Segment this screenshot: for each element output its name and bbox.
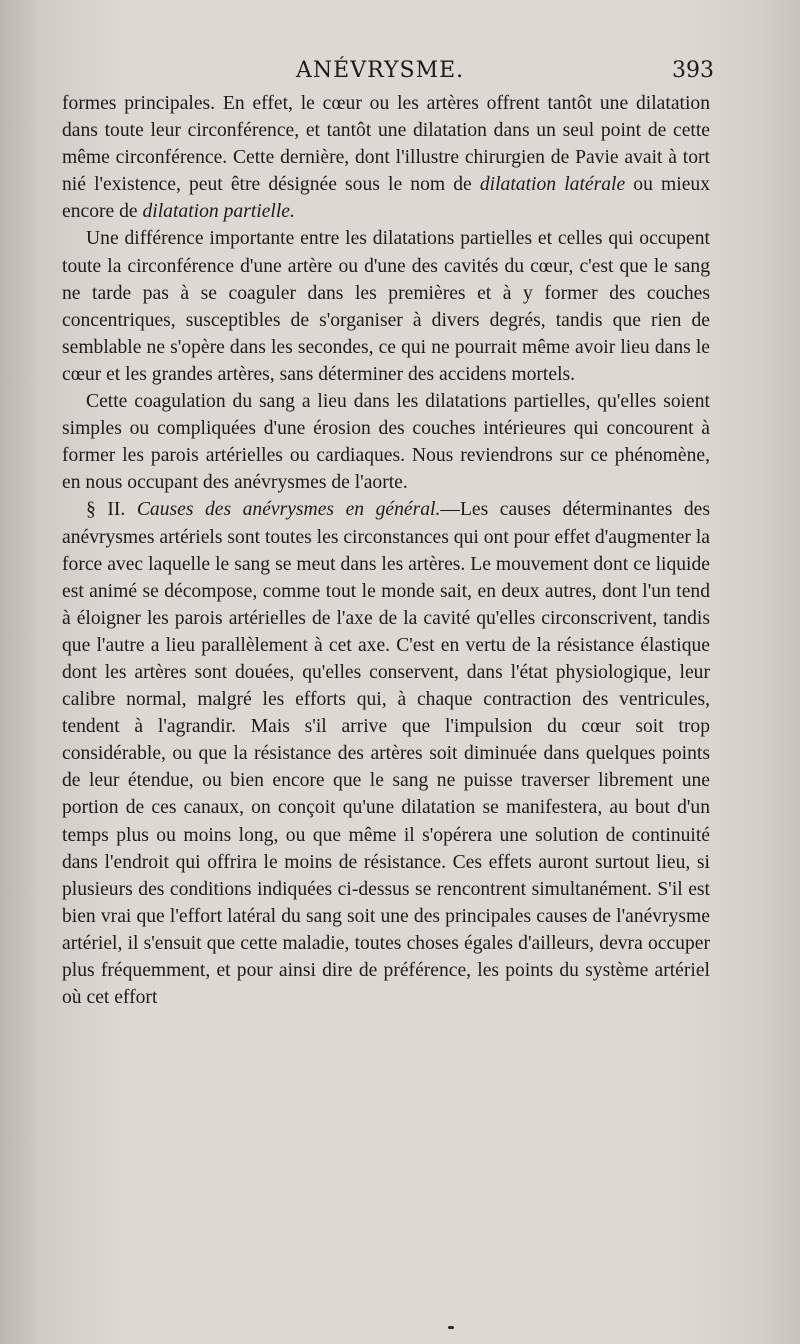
term-dilatation-partielle: dilatation partielle. (142, 201, 295, 223)
running-title: ANÉVRYSME. (296, 58, 465, 83)
text-segment: ou mieux encore de (62, 174, 710, 223)
body-text (62, 90, 710, 1011)
text-segment: Cette coagulation du sang a lieu dans les dilatations partielles, qu'elles soient simples ou compliquées d'une érosion des couches intérieures qui concourent à former les parois artérielles ou cardiaques. Nous reviendrons sur ce phénomène, en nous occupant des anévrysmes de l'aorte. (62, 391, 710, 494)
ink-mark (448, 1326, 454, 1329)
text-segment: Une différence importante entre les dilatations partielles et celles qui occupent toute la circonférence d'une artère ou d'une des cavités du cœur, c'est que le sang ne tarde pas à se coaguler dans les premières et à y former des couches concentriques, susceptibles de s'organiser à divers degrés, tandis que rien de semblable ne s'opère dans les secondes, ce qui ne pourrait même avoir lieu dans le cœur et les grandes artères, sans déterminer des accidens mortels. (62, 228, 710, 385)
section-2-paragraph (62, 496, 710, 1011)
page-number: 393 (672, 58, 714, 83)
text-segment: —Les causes déterminantes des anévrysmes artériels sont toutes les circonstances qui ont pour effet d'augmenter la force avec laquelle le sang se meut dans les artères. Le mouvement dont ce liquide est animé se décompose, comme tout le monde sait, en deux autres, dont l'un tend à éloigner les parois artérielles de l'axe de la cavité qu'elles circonscrivent, tandis que l'autre a lieu parallèlement à cet axe. C'est en vertu de la résistance élastique dont les artères sont douées, qu'elles conservent, dans l'état physiologique, leur calibre normal, malgré les efforts qui, à chaque contraction des ventricules, tendent à l'agrandir. Mais s'il arrive que l'impulsion du cœur soit trop considérable, ou que la résistance des artères soit diminuée dans quelques points de leur étendue, ou bien encore que le sang ne puisse traverser librement une portion de ces canaux, on conçoit qu'une dilatation se manifestera, au bout d'un temps plus ou moins long, ou que même il s'opérera une solution de continuité dans l'endroit qui offrira le moins de résistance. Ces effets auront surtout lieu, si plusieurs des conditions indiquées ci-dessus se rencontrent simultanément. S'il est bien vrai que l'effort latéral du sang soit une des principales causes de l'anévrysme artériel, il s'ensuit que cette maladie, toutes choses égales d'ailleurs, devra occuper plus fréquemment, et pour ainsi dire de préférence, les points du système artériel où cet effort (62, 499, 711, 1009)
paragraph-2 (62, 225, 710, 388)
paragraph-3 (62, 388, 710, 496)
term-dilatation-laterale: dilatation latérale (479, 174, 626, 196)
section-number: § II. (86, 499, 137, 521)
paragraph-1 (62, 90, 710, 225)
page-header (60, 58, 714, 92)
text-segment: formes principales. En effet, le cœur ou les artères offrent tantôt une dilatation dans toute leur circonférence, et tantôt une dilatation dans un seul point de cette même circonférence. Cette dernière, dont l'illustre chirurgien de Pavie avait à tort nié l'existence, peut être désignée sous le nom de (62, 93, 710, 196)
section-title: Causes des anévrysmes en général. (136, 499, 441, 521)
